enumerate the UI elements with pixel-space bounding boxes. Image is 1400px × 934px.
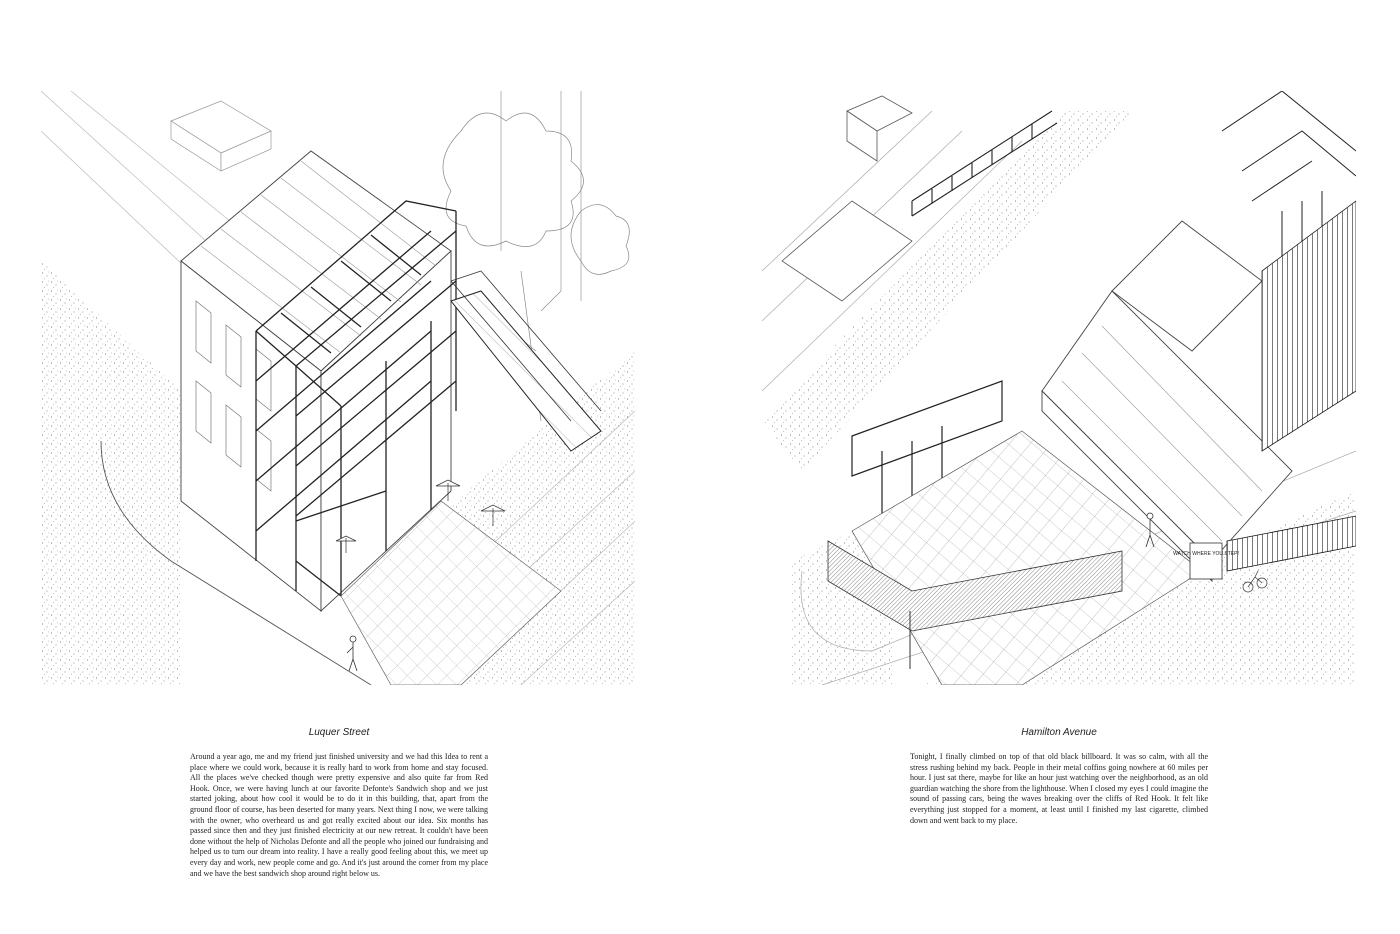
hamilton-avenue-illustration xyxy=(762,91,1356,685)
hamilton-avenue-drawing xyxy=(762,91,1356,685)
story-luquer-street: Around a year ago, me and my friend just finished university and we had this Idea to rent a place where we could work, because it is really hard to work from home and stay focused. All the places we've checked though were pretty expensive and also quite far from Red Hook. Once, we were having lunch at our favorite Defonte's Sandwich shop and we just started joking, about how cool it would be to do it in this building, that, apart from the ground floor of course, has been deserted for many years. Next thing I now, we were talking with the owner, who overheard us and got really excited about our idea. Six months has passed since then and they just finished electricity at our new retreat. It couldn't have been done without the help of Nicholas Defonte and all the people who joined our fundraising and helped us to turn our dream into reality. I have a really good feeling about this, we meet up every day and work, new people come and go. And it's just around the corner from my place and we have the best sandwich shop around right below us. xyxy=(190,752,488,878)
caption-hamilton-avenue: Hamilton Avenue xyxy=(1021,727,1097,738)
caption-luquer-street: Luquer Street xyxy=(308,727,370,738)
luquer-street-illustration xyxy=(41,91,635,685)
graffiti-sign xyxy=(1190,543,1222,579)
luquer-street-drawing xyxy=(41,91,635,685)
graffiti-sign-text: WATCH WHERE YOU STEP! xyxy=(1173,551,1239,557)
story-hamilton-avenue: Tonight, I finally climbed on top of that old black billboard. It was so calm, with all the stress rushing behind my back. People in their metal coffins going nowhere at 60 miles per hour. I just sat there, maybe for like an hour just watching over the neighborhood, as an old guardian watching the shore from the lighthouse. When I closed my eyes I could imagine the sound of passing cars, being the waves breaking over the cliffs of Red Hook. It felt like everything just stopped for a moment, at least until I finished my last cigarette, climbed down and went back to my place. xyxy=(910,752,1208,825)
